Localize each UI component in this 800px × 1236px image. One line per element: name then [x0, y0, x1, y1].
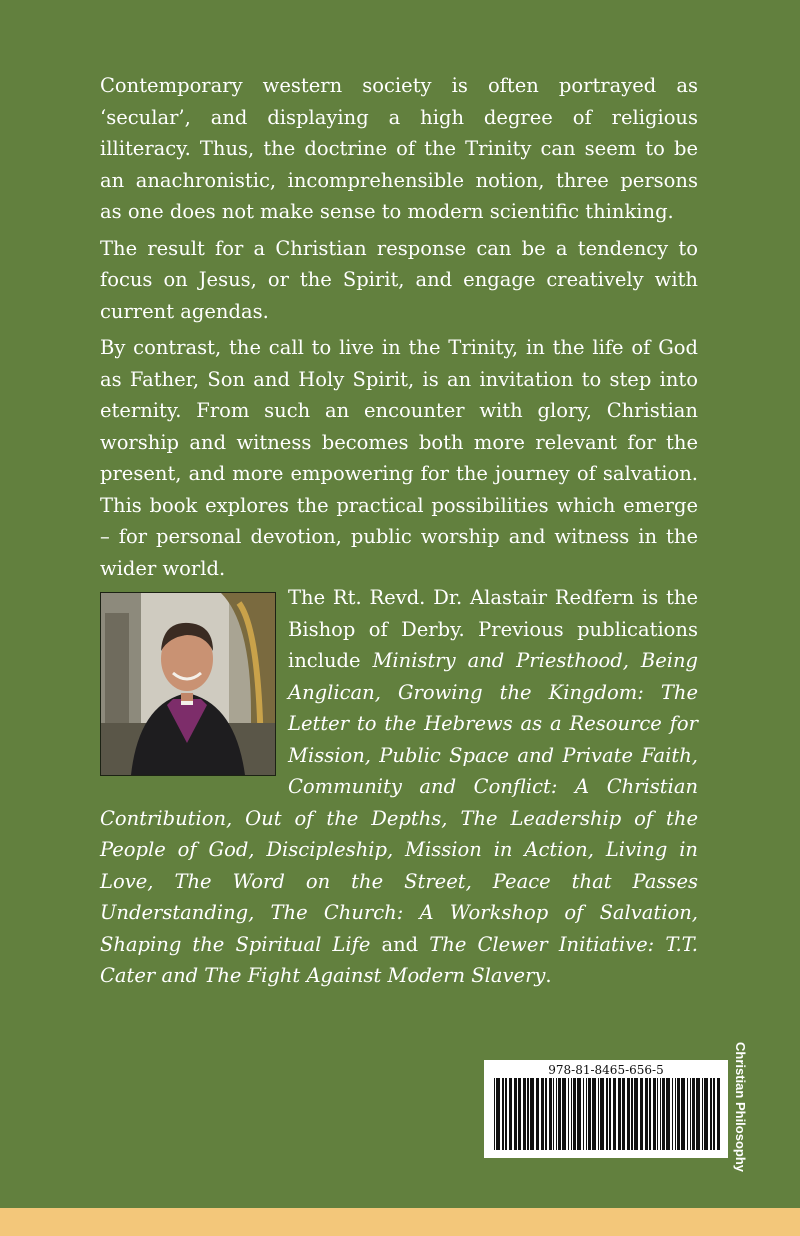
bio-conjunction: and [370, 932, 430, 956]
barcode-bar [675, 1078, 676, 1150]
barcode-bar [677, 1078, 680, 1150]
barcode-bar [518, 1078, 521, 1150]
category-spine-label [733, 1042, 760, 1173]
barcode-bar [653, 1078, 656, 1150]
blurb-paragraph-1: Contemporary western society is often portrayed as ‘secular’, and displaying a high degree of religious illiteracy. Thus, the doctrine of the Trinity can seem to be an anachronistic, incomprehensible notion, three persons as one does not make sense to modern scientific thinking. [100, 74, 698, 223]
author-bio [100, 582, 698, 992]
category-label: Christian Philosophy [733, 1042, 748, 1173]
barcode-bar [609, 1078, 611, 1150]
barcode-bar [696, 1078, 700, 1150]
barcode-bar [606, 1078, 608, 1150]
barcode-bar [571, 1078, 572, 1150]
barcode-bar [496, 1078, 500, 1150]
barcode-bar [660, 1078, 661, 1150]
barcode-bar [613, 1078, 616, 1150]
barcode-bar [509, 1078, 512, 1150]
barcode-bar [505, 1078, 507, 1150]
barcode-bar [598, 1078, 599, 1150]
barcode-bar [514, 1078, 517, 1150]
barcode-bar [690, 1078, 691, 1150]
barcode-bar [502, 1078, 504, 1150]
barcode-bar [681, 1078, 685, 1150]
barcode-bar [558, 1078, 561, 1150]
barcode-bar [717, 1078, 720, 1150]
barcode-bar [622, 1078, 625, 1150]
barcode-bar [710, 1078, 712, 1150]
barcode-bar [640, 1078, 643, 1150]
barcode-bar [568, 1078, 569, 1150]
barcode-bar [553, 1078, 554, 1150]
barcode-bar [692, 1078, 695, 1150]
barcode-bar [631, 1078, 633, 1150]
bottom-color-strip [0, 1208, 800, 1236]
barcode-bar [666, 1078, 670, 1150]
barcode-bar [545, 1078, 547, 1150]
barcode-bar [657, 1078, 658, 1150]
back-cover-blurb [100, 70, 698, 589]
barcode-bar [556, 1078, 557, 1150]
blurb-paragraph-3: By contrast, the call to live in the Trinity, in the life of God as Father, Son and Holy Spirit, is an invitation to step into eternity. From such an encounter with glory, Christian worship and witness becomes both more relevant for the present, and more empowering for the journey of salvation. This book explores the practical possibilities which emerge – for personal devotion, public worship and witness in the wider world. [100, 336, 698, 580]
barcode-bar [634, 1078, 638, 1150]
bio-last-title: The Clewer Initiative: T.T. Cater and The Fight Against Modern Slavery [100, 932, 698, 987]
barcode-bar [541, 1078, 544, 1150]
barcode-bar [583, 1078, 584, 1150]
barcode-bar [527, 1078, 529, 1150]
bio-end-punctuation: . [545, 964, 552, 987]
barcode-bar [649, 1078, 651, 1150]
blurb-paragraph-2: The result for a Christian response can be a tendency to focus on Jesus, or the Spirit, and engage creatively with current agendas. [100, 236, 698, 323]
barcode-bar [588, 1078, 591, 1150]
barcode-bar [586, 1078, 587, 1150]
barcode-bar [530, 1078, 534, 1150]
barcode-bar [702, 1078, 703, 1150]
barcode-bar [536, 1078, 539, 1150]
barcode-bar [704, 1078, 708, 1150]
barcode-bar [494, 1078, 495, 1150]
barcode-bar [627, 1078, 630, 1150]
barcode-bar [672, 1078, 673, 1150]
photo-float-spacer [100, 582, 288, 787]
barcode-bar [577, 1078, 581, 1150]
bio-publication-titles: Ministry and Priesthood, Being Anglican, Growing the Kingdom: The Letter to the Hebrews as a Resource for Mission, Public Space and Private Faith, Community and Conflict: A Christian Contribution, Out of the Depths, The Leadership of the People of God, Discipleship, Mission in Action, Living in Love, The Word on the Street, Peace that Passes Understanding, The Church: A Workshop of Salvation, Shaping the Spiritual Life [100, 649, 699, 956]
bio-intro: The Rt. Revd. Dr. Alastair Redfern is the Bishop of Derby. Previous publications include [288, 586, 698, 672]
barcode-bar [573, 1078, 576, 1150]
barcode-bar [562, 1078, 566, 1150]
barcode-bar [549, 1078, 552, 1150]
barcode-bar [618, 1078, 621, 1150]
barcode-bar [600, 1078, 604, 1150]
barcode-bar [523, 1078, 526, 1150]
isbn-barcode-box [484, 1060, 728, 1158]
barcode-bar [687, 1078, 688, 1150]
isbn-number: 978-81-8465-656-5 [548, 1063, 664, 1077]
barcode-bars [484, 1060, 728, 1158]
barcode-bar [662, 1078, 665, 1150]
barcode-bar [592, 1078, 596, 1150]
barcode-bar [713, 1078, 715, 1150]
barcode-bar [645, 1078, 648, 1150]
